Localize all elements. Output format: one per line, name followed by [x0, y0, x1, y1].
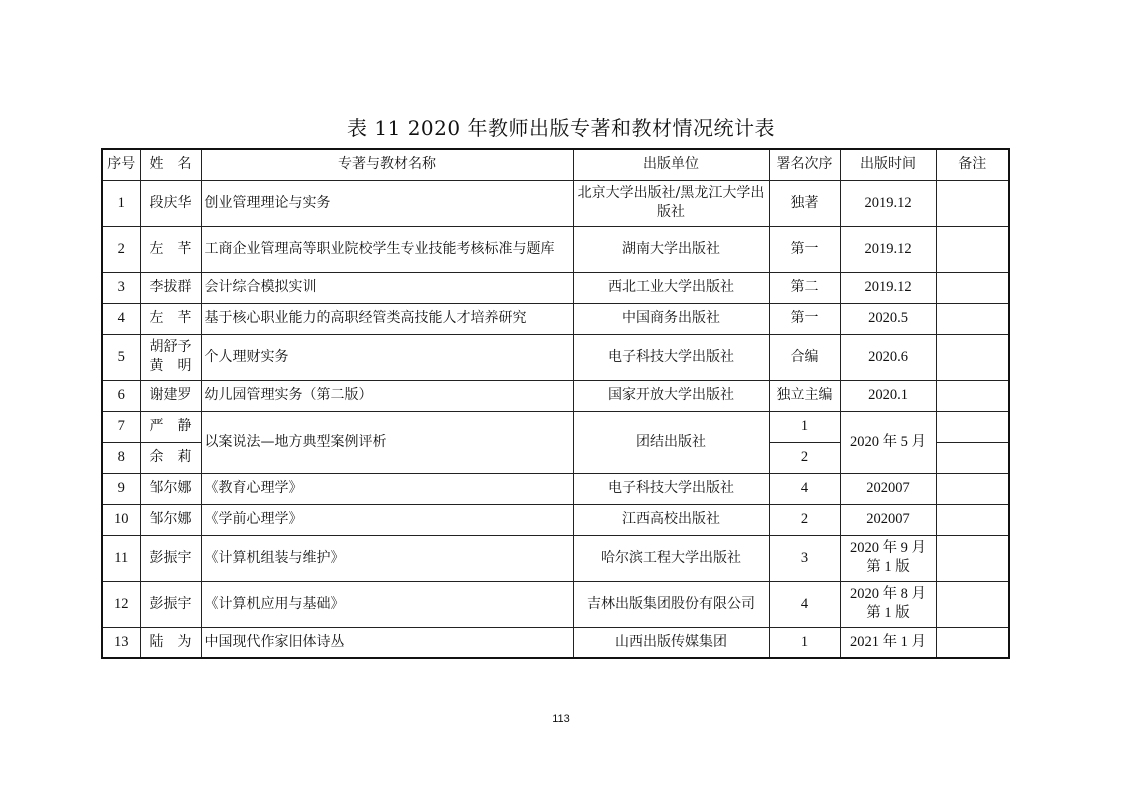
book-title: 以案说法—地方典型案例评析	[201, 411, 573, 473]
author-name: 胡舒予 黄 明	[140, 334, 201, 380]
publisher: 山西出版传媒集团	[573, 627, 769, 658]
author-order: 4	[769, 473, 840, 504]
author-order: 独立主编	[769, 380, 840, 411]
table-row	[102, 334, 1009, 380]
note	[936, 272, 1009, 303]
note	[936, 226, 1009, 272]
note	[936, 334, 1009, 380]
note	[936, 504, 1009, 535]
author-name: 邹尔娜	[140, 504, 201, 535]
col-header-order: 署名次序	[769, 149, 840, 180]
author-order: 4	[769, 581, 840, 627]
table-row	[102, 272, 1009, 303]
author-order: 第一	[769, 226, 840, 272]
publisher: 电子科技大学出版社	[573, 473, 769, 504]
row-no: 6	[102, 380, 140, 411]
book-title: 《教育心理学》	[201, 473, 573, 504]
author-order: 1	[769, 627, 840, 658]
book-title: 会计综合模拟实训	[201, 272, 573, 303]
book-title: 《计算机应用与基础》	[201, 581, 573, 627]
page-number: 113	[552, 713, 570, 725]
table-row	[102, 473, 1009, 504]
publisher: 哈尔滨工程大学出版社	[573, 535, 769, 581]
row-no: 8	[102, 442, 140, 473]
author-name: 彭振宇	[140, 581, 201, 627]
col-header-date: 出版时间	[840, 149, 936, 180]
book-title: 幼儿园管理实务（第二版）	[201, 380, 573, 411]
author-name: 陆 为	[140, 627, 201, 658]
author-name: 李拔群	[140, 272, 201, 303]
publish-date: 202007	[840, 504, 936, 535]
table-title: 表 11 2020 年教师出版专著和教材情况统计表	[347, 116, 775, 140]
publisher: 西北工业大学出版社	[573, 272, 769, 303]
publisher: 北京大学出版社/黑龙江大学出版社	[573, 180, 769, 226]
author-order: 合编	[769, 334, 840, 380]
row-no: 12	[102, 581, 140, 627]
book-title: 《计算机组装与维护》	[201, 535, 573, 581]
book-title: 工商企业管理高等职业院校学生专业技能考核标准与题库	[201, 226, 573, 272]
col-header-publisher: 出版单位	[573, 149, 769, 180]
author-name: 段庆华	[140, 180, 201, 226]
row-no: 3	[102, 272, 140, 303]
author-order: 2	[769, 442, 840, 473]
table-row	[102, 411, 1009, 442]
publish-date: 2019.12	[840, 226, 936, 272]
publish-date: 202007	[840, 473, 936, 504]
publish-date: 2021 年 1 月	[840, 627, 936, 658]
row-no: 11	[102, 535, 140, 581]
table-row	[102, 535, 1009, 581]
note	[936, 627, 1009, 658]
book-title: 个人理财实务	[201, 334, 573, 380]
book-title: 基于核心职业能力的高职经管类高技能人才培养研究	[201, 303, 573, 334]
publisher: 江西高校出版社	[573, 504, 769, 535]
row-no: 9	[102, 473, 140, 504]
table-row	[102, 627, 1009, 658]
table-row	[102, 180, 1009, 226]
author-order: 2	[769, 504, 840, 535]
table-row	[102, 226, 1009, 272]
table-row	[102, 581, 1009, 627]
row-no: 5	[102, 334, 140, 380]
author-order: 第二	[769, 272, 840, 303]
table-row	[102, 303, 1009, 334]
note	[936, 535, 1009, 581]
row-no: 7	[102, 411, 140, 442]
row-no: 4	[102, 303, 140, 334]
publish-date: 2020.5	[840, 303, 936, 334]
row-no: 13	[102, 627, 140, 658]
publisher: 湖南大学出版社	[573, 226, 769, 272]
author-order: 3	[769, 535, 840, 581]
col-header-no: 序号	[102, 149, 140, 180]
publisher: 吉林出版集团股份有限公司	[573, 581, 769, 627]
publisher: 中国商务出版社	[573, 303, 769, 334]
note	[936, 303, 1009, 334]
book-title: 创业管理理论与实务	[201, 180, 573, 226]
note	[936, 473, 1009, 504]
publisher: 国家开放大学出版社	[573, 380, 769, 411]
publish-date: 2020 年 9 月第 1 版	[840, 535, 936, 581]
author-name: 谢建罗	[140, 380, 201, 411]
col-header-name: 姓 名	[140, 149, 201, 180]
table-row	[102, 504, 1009, 535]
row-no: 1	[102, 180, 140, 226]
publications-table	[101, 148, 1010, 659]
author-name: 左 芊	[140, 226, 201, 272]
note	[936, 180, 1009, 226]
author-name: 左 芊	[140, 303, 201, 334]
publish-date: 2020 年 5 月	[840, 411, 936, 473]
publish-date: 2019.12	[840, 272, 936, 303]
publish-date: 2020.1	[840, 380, 936, 411]
publish-date: 2020 年 8 月第 1 版	[840, 581, 936, 627]
author-order: 独著	[769, 180, 840, 226]
note	[936, 411, 1009, 442]
note	[936, 442, 1009, 473]
note	[936, 380, 1009, 411]
col-header-book: 专著与教材名称	[201, 149, 573, 180]
row-no: 2	[102, 226, 140, 272]
publisher: 团结出版社	[573, 411, 769, 473]
book-title: 中国现代作家旧体诗丛	[201, 627, 573, 658]
author-name: 余 莉	[140, 442, 201, 473]
author-name: 严 静	[140, 411, 201, 442]
publish-date: 2019.12	[840, 180, 936, 226]
header-row	[102, 149, 1009, 180]
publisher: 电子科技大学出版社	[573, 334, 769, 380]
book-title: 《学前心理学》	[201, 504, 573, 535]
author-order: 第一	[769, 303, 840, 334]
publish-date: 2020.6	[840, 334, 936, 380]
table-row	[102, 380, 1009, 411]
author-name: 彭振宇	[140, 535, 201, 581]
col-header-note: 备注	[936, 149, 1009, 180]
author-order: 1	[769, 411, 840, 442]
row-no: 10	[102, 504, 140, 535]
note	[936, 581, 1009, 627]
author-name: 邹尔娜	[140, 473, 201, 504]
